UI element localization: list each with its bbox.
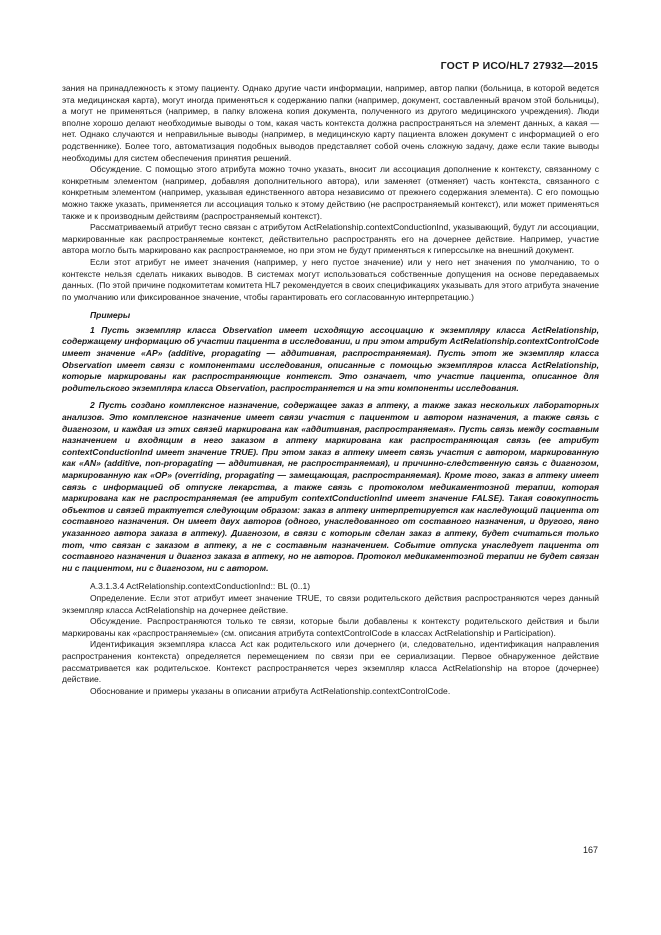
document-header: ГОСТ Р ИСО/HL7 27932—2015 bbox=[440, 60, 598, 72]
paragraph-discussion: Обсуждение. С помощью этого атрибута можно точно указать, вносит ли ассоциация дополнение к контексту, связанному с конкретным элементом (например, добавляя дополнительного автора), или заменяет (отменяет) часть контекста, связанного с конкретным элементом (например, указывая единственного автора независимо от прежнего содержания элемента). С его помощью можно также указать, применяется ли ассоциация только к этому действию (не распространяемый контекст), или может применяться также и к производным действиям (распространяемый контекст). bbox=[62, 164, 599, 221]
page-number: 167 bbox=[582, 845, 598, 855]
example-2: 2 Пусть создано комплексное назначение, содержащее заказ в аптеку, а также заказ нескольких лабораторных анализов. Это комплексное назначение имеет связи участия с пациентом и автором назначения, а также связь с диагнозом, и каждая из этих связей маркирована как «аддитивная, распространяемая». Пусть связь между составным назначением и входящим в него заказом в аптеку маркирована как распространяющая связь (ее атрибут contextConductionInd имеет значение TRUE). При этом заказ в аптеку имеет связь участия с автором, маркированную как «AN» (additive, non-propagating — аддитивная, не распространяемая), и причинно-следственную связь с диагнозом, маркированную как «OP» (overriding, propagating — замещающая, распространяемая). Кроме того, заказ в аптеку имеет связь с информацией об отпуске лекарства, а также связь с протоколом медикаментозной терапии, которая маркирована как не распространяемая (ее атрибут contextConductionInd имеет значение FALSE). Такая совокупность объектов и связей трактуется следующим образом: заказ в аптеку интерпретируется как наследующий пациента от составного назначения. Он имеет двух авторов (одного, унаследованного от составного назначения, и другого, явно указанного автора заказа в аптеку). Диагнозом, в связи с которым сделан заказ в аптеку, будет считаться только тот, что связан с заказом в аптеку, а не с составным назначением. Событие отпуска унаследует пациента от составного назначения и диагноз заказа в аптеку, но не авторов. Протокол медикаментозной терапии не будет связан ни с пациентом, ни с диагнозом, ни с автором. bbox=[62, 400, 599, 573]
section-rationale: Обоснование и примеры указаны в описании атрибута ActRelationship.contextControlCode. bbox=[90, 685, 451, 696]
paragraph-no-value: Если этот атрибут не имеет значения (например, у него пустое значение) или у него нет значения по умолчанию, то о контексте нельзя сделать никаких выводов. В системах могут использоваться собственные допущения на основе передаваемых данных. (По этой причине подкомитетам комитета HL7 рекомендуется в своих спецификациях указывать для этого атрибута значение по умолчанию или фиксированное значение, чтобы гарантировать его согласованную интерпретацию.) bbox=[62, 256, 599, 302]
section-definition: Определение. Если этот атрибут имеет значение TRUE, то связи родительского действия распространяются через данный экземпляр класса ActRelationship на дочернее действие. bbox=[62, 592, 599, 615]
section-discussion: Обсуждение. Распространяются только те связи, которые были добавлены к контексту родительского действия и были маркированы как «распространяемые» (см. описания атрибута contextControlCode в классах ActRelationship и Participation). bbox=[62, 616, 599, 638]
section-identification: Идентификация экземпляра класса Act как родительского или дочернего (и, следовательно, идентификация направления распространения контекста) определяется перемещением по связи при ее сериализации. Первое обнаруженное действие рассматривается как родительское. Контекст распространяется через экземпляр класса ActRelationship на второе (дочернее) действие. bbox=[62, 639, 599, 685]
paragraph-related-attribute: Рассматриваемый атрибут тесно связан с атрибутом ActRelationship.contextConductionInd, указывающий, будут ли ассоциации, маркированные как распространяемые контекст, действительно распространять его на дочернее действие. Например, участие автора могло быть маркировано как распространяемое, но при этом не будут применяться к гиперссылке на внешний документ. bbox=[62, 222, 599, 256]
page-body bbox=[62, 83, 599, 697]
section-title: A.3.1.3.4 ActRelationship.contextConductionInd:: BL (0..1) bbox=[90, 581, 311, 592]
example-1: 1 Пусть экземпляр класса Observation имеет исходящую ассоциацию к экземпляру класса ActRelationship, содержащему информацию об участии пациента в исследовании, и при этом атрибут ActRelationship.contextControlCode имеет значение «AP» (additive, propagating — аддитивная, распространяемая). Пусть этот же экземпляр класса Observation имеет связи с компонентами исследования, описанные с помощью экземпляров класса ActRelationship, которые маркированы как распространяющие контекст. Это означает, что участие пациента, описанное для родительского экземпляра класса Observation, распространяется и на эти компоненты исследования. bbox=[62, 324, 599, 393]
paragraph-continuation: зания на принадлежность к этому пациенту. Однако другие части информации, например, автор папки (больница, в которой ведется эта медицинская карта), могут иногда применяться к содержанию папки (например, документ, составленный врачом этой больницы), а могут не применяться (например, в папку вложена копия документа, полученного из другого медицинского учреждения). Люди вполне хорошо делают необходимые выводы о том, какая часть контекста должна распространяться на элемент данных, а какая — нет. Однако случаются и неправильные выводы (например, в медицинскую карту пациента вложен документ с информацией о его родственнике). Более того, автоматизация подобных выводов представляет собой очень сложную задачу, даже если такие выводы необходимы для систем обеспечения принятия решений. bbox=[62, 83, 599, 163]
examples-heading: Примеры bbox=[90, 310, 131, 321]
